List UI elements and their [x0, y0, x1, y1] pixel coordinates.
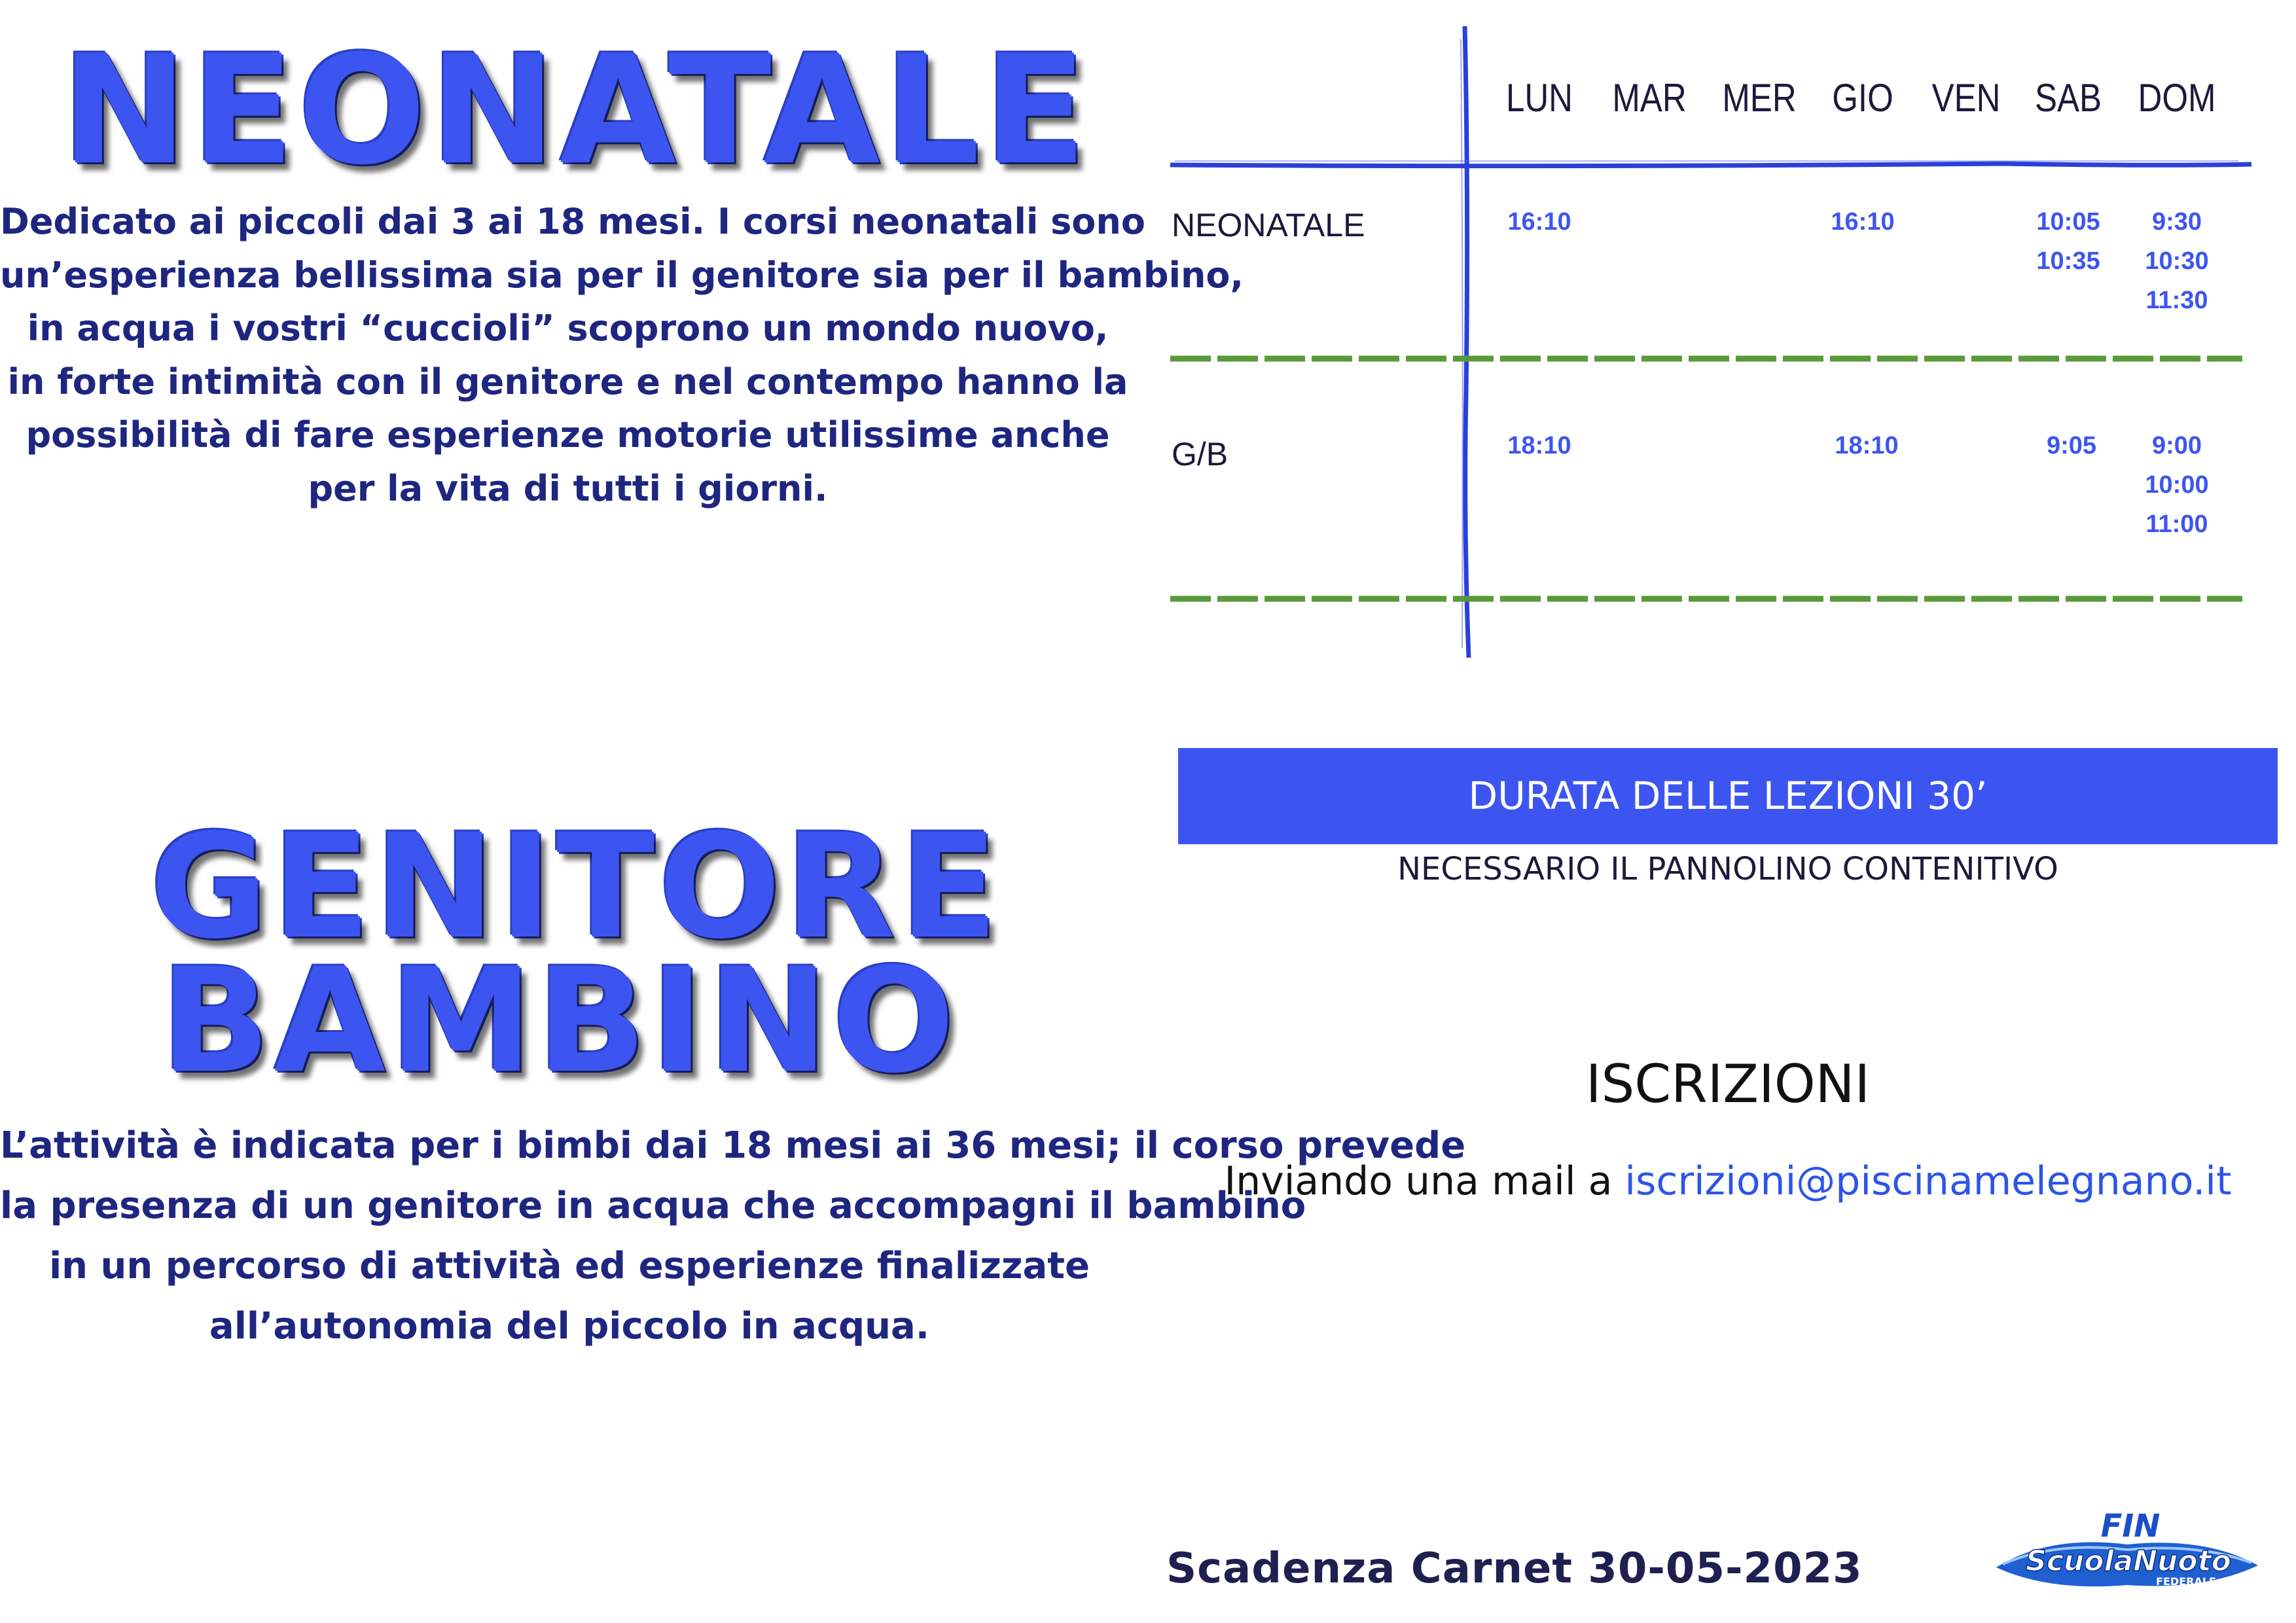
scadenza-carnet: Scadenza Carnet 30-05-2023 [1166, 1544, 1863, 1593]
day-header: DOM [2138, 76, 2216, 120]
row-label-neonatale: NEONATALE [1172, 207, 1365, 243]
logo-federale-text: FEDERALE [2156, 1575, 2216, 1588]
grid-header-line [1170, 164, 2251, 166]
description-line: in un percorso di attività ed esperienze finalizzate [48, 1245, 1090, 1287]
title-neonatale: NEONATALE [61, 24, 1091, 198]
durata-banner: DURATA DELLE LEZIONI 30’ [1178, 748, 2278, 844]
iscrizioni-title: ISCRIZIONI [1585, 1054, 1871, 1115]
grid-vertical-line [1465, 26, 1469, 658]
iscrizioni-text: Inviando una mail a [1224, 1158, 1625, 1204]
iscrizioni-email-link[interactable]: iscrizioni@piscinamelegnano.it [1624, 1158, 2232, 1204]
time-slot: 16:10 [1831, 208, 1895, 236]
description-line: Dedicato ai piccoli dai 3 ai 18 mesi. I corsi neonatali sono [0, 201, 1145, 242]
time-slot: 9:00 [2151, 432, 2202, 459]
day-header: SAB [2034, 76, 2102, 120]
time-slot: 18:10 [1507, 432, 1571, 459]
logo-scuolanuoto-text: ScuolaNuoto [2026, 1544, 2231, 1578]
description-line: L’attività è indicata per i bimbi dai 18 mesi ai 36 mesi; il corso prevede [0, 1124, 1466, 1167]
time-slot: 10:30 [2145, 247, 2209, 275]
day-header: MAR [1612, 76, 1687, 120]
time-slot: 9:30 [2151, 208, 2202, 236]
day-header: MER [1722, 76, 1797, 120]
day-header: LUN [1505, 76, 1573, 120]
pannolino-note: NECESSARIO IL PANNOLINO CONTENITIVO [1397, 851, 2058, 887]
time-slot: 11:30 [2145, 287, 2208, 314]
logo-fin-text: FIN [2100, 1508, 2161, 1544]
description-line: la presenza di un genitore in acqua che accompagni il bambino [0, 1185, 1306, 1227]
title-genitore: GENITORE [150, 803, 1002, 971]
time-slot: 10:05 [2036, 208, 2100, 236]
time-slot: 16:10 [1507, 208, 1571, 236]
time-slot: 9:05 [2046, 432, 2097, 459]
time-slot: 18:10 [1835, 432, 1899, 459]
title-bambino: BAMBINO [160, 937, 959, 1105]
time-slot: 10:00 [2145, 471, 2209, 499]
description-line: all’autonomia del piccolo in acqua. [209, 1305, 930, 1347]
description-line: un’esperienza bellissima sia per il genitore sia per il bambino, [0, 254, 1244, 296]
time-slot: 11:00 [2145, 510, 2208, 538]
time-slot: 10:35 [2036, 247, 2100, 275]
grid-vertical-line-shadow [1461, 39, 1463, 648]
description-line: possibilità di fare esperienze motorie utilissime anche [26, 414, 1110, 455]
description-line: in acqua i vostri “cuccioli” scoprono un mondo nuovo, [27, 308, 1109, 349]
description-line: in forte intimità con il genitore e nel contempo hanno la [7, 361, 1128, 402]
row-label-gb: G/B [1172, 436, 1229, 473]
day-header: VEN [1931, 76, 2001, 120]
iscrizioni-line [1178, 1158, 2278, 1204]
day-header: GIO [1832, 76, 1893, 120]
fin-scuolanuoto-logo [1990, 1505, 2265, 1603]
description-line: per la vita di tutti i giorni. [308, 467, 828, 509]
